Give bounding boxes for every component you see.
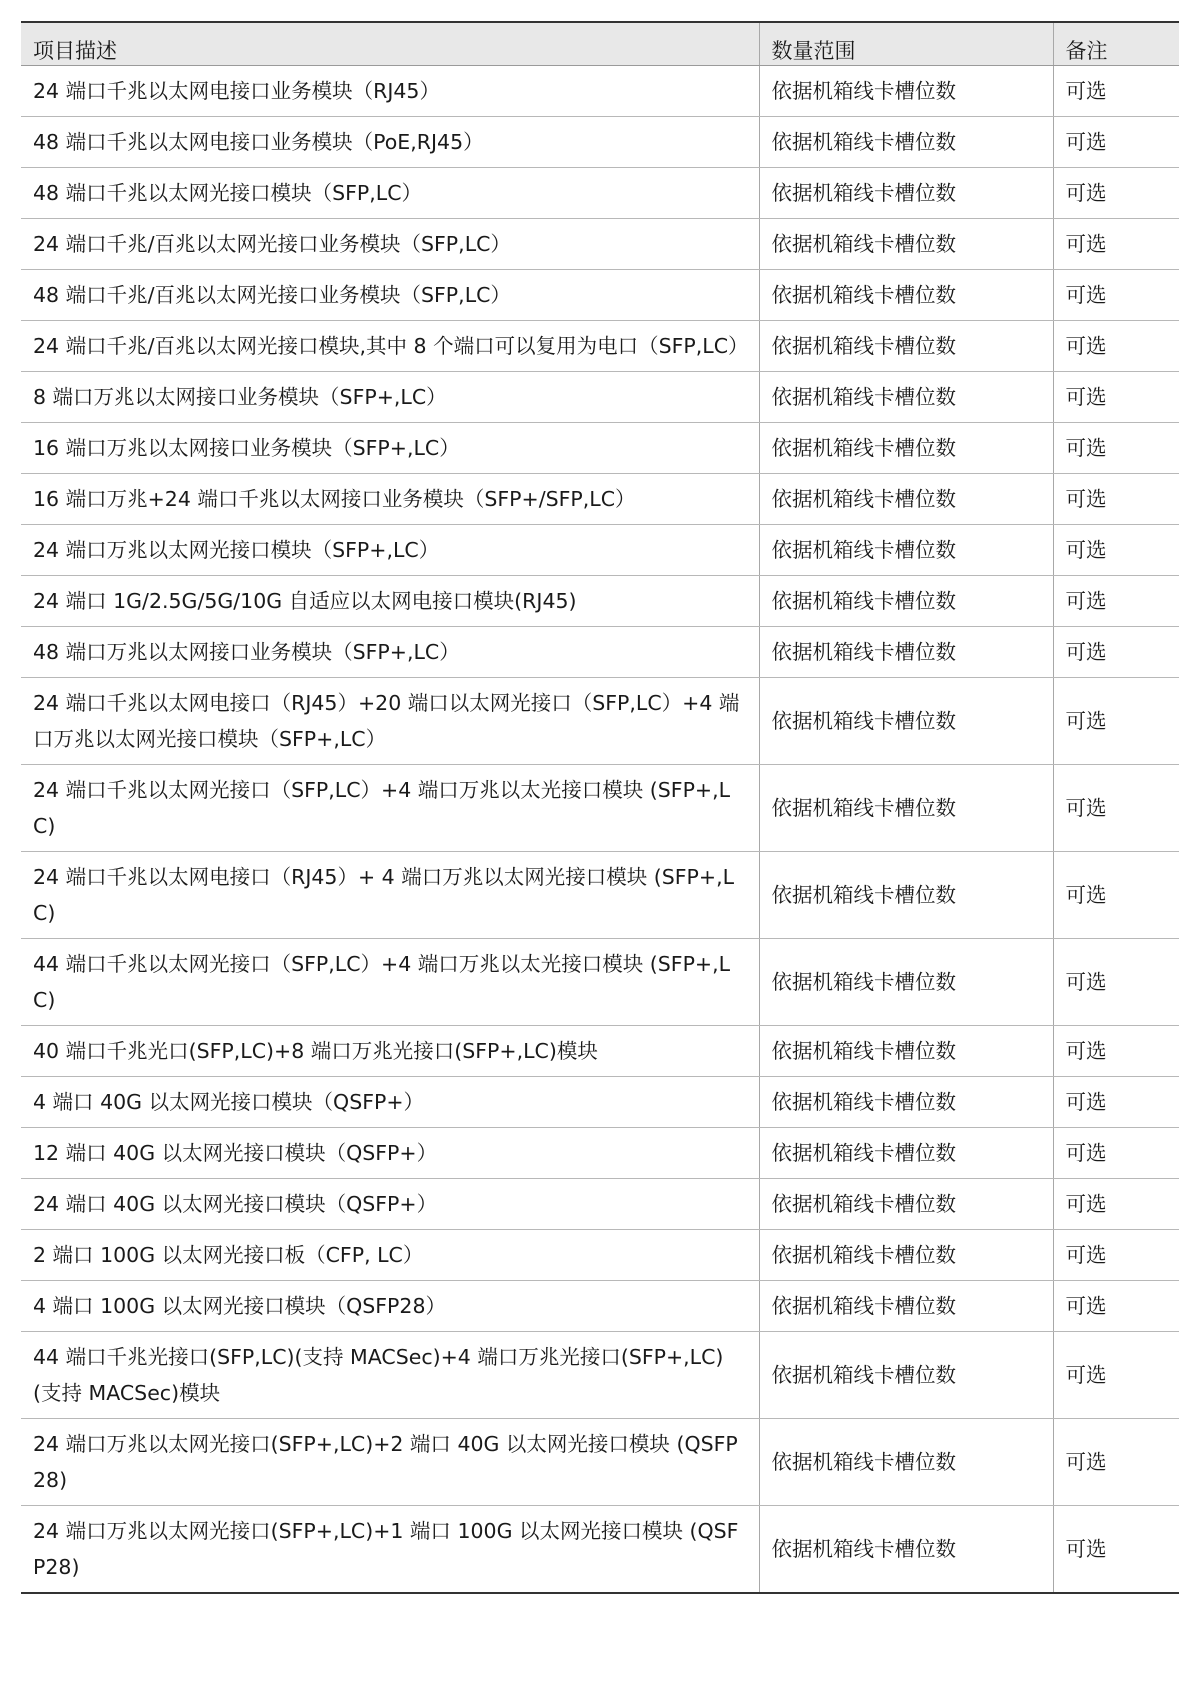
cell-description: 24 端口千兆以太网电接口业务模块（RJ45）	[21, 65, 759, 116]
cell-quantity-range: 依据机箱线卡槽位数	[759, 320, 1053, 371]
table-header	[21, 22, 1179, 65]
header-quantity-range: 数量范围	[759, 22, 1053, 65]
cell-remark: 可选	[1053, 1178, 1179, 1229]
cell-remark: 可选	[1053, 575, 1179, 626]
cell-quantity-range: 依据机箱线卡槽位数	[759, 524, 1053, 575]
cell-description: 4 端口 100G 以太网光接口模块（QSFP28）	[21, 1280, 759, 1331]
table-row	[21, 116, 1179, 167]
cell-description: 24 端口 1G/2.5G/5G/10G 自适应以太网电接口模块(RJ45)	[21, 575, 759, 626]
cell-quantity-range: 依据机箱线卡槽位数	[759, 371, 1053, 422]
table-row	[21, 371, 1179, 422]
cell-description: 24 端口千兆以太网光接口（SFP,LC）+4 端口万兆以太光接口模块 (SFP+,LC)	[21, 764, 759, 851]
cell-remark: 可选	[1053, 320, 1179, 371]
cell-quantity-range: 依据机箱线卡槽位数	[759, 1229, 1053, 1280]
cell-description: 48 端口千兆/百兆以太网光接口业务模块（SFP,LC）	[21, 269, 759, 320]
cell-remark: 可选	[1053, 1076, 1179, 1127]
cell-quantity-range: 依据机箱线卡槽位数	[759, 764, 1053, 851]
table-row	[21, 167, 1179, 218]
cell-quantity-range: 依据机箱线卡槽位数	[759, 1076, 1053, 1127]
table-body	[21, 65, 1179, 1593]
cell-description: 24 端口千兆以太网电接口（RJ45）+20 端口以太网光接口（SFP,LC）+4 端口万兆以太网光接口模块（SFP+,LC）	[21, 677, 759, 764]
cell-remark: 可选	[1053, 167, 1179, 218]
cell-remark: 可选	[1053, 1025, 1179, 1076]
cell-quantity-range: 依据机箱线卡槽位数	[759, 218, 1053, 269]
table-row	[21, 764, 1179, 851]
cell-description: 16 端口万兆以太网接口业务模块（SFP+,LC）	[21, 422, 759, 473]
cell-remark: 可选	[1053, 65, 1179, 116]
cell-remark: 可选	[1053, 1229, 1179, 1280]
table-row	[21, 575, 1179, 626]
header-description: 项目描述	[21, 22, 759, 65]
cell-description: 40 端口千兆光口(SFP,LC)+8 端口万兆光接口(SFP+,LC)模块	[21, 1025, 759, 1076]
cell-remark: 可选	[1053, 269, 1179, 320]
cell-remark: 可选	[1053, 524, 1179, 575]
cell-quantity-range: 依据机箱线卡槽位数	[759, 116, 1053, 167]
cell-description: 48 端口千兆以太网光接口模块（SFP,LC）	[21, 167, 759, 218]
table-row	[21, 473, 1179, 524]
cell-quantity-range: 依据机箱线卡槽位数	[759, 626, 1053, 677]
table-row	[21, 65, 1179, 116]
cell-remark: 可选	[1053, 1505, 1179, 1593]
cell-description: 8 端口万兆以太网接口业务模块（SFP+,LC）	[21, 371, 759, 422]
cell-remark: 可选	[1053, 473, 1179, 524]
cell-remark: 可选	[1053, 1127, 1179, 1178]
table-row	[21, 1127, 1179, 1178]
cell-description: 24 端口 40G 以太网光接口模块（QSFP+）	[21, 1178, 759, 1229]
header-remark: 备注	[1053, 22, 1179, 65]
cell-remark: 可选	[1053, 626, 1179, 677]
cell-quantity-range: 依据机箱线卡槽位数	[759, 1331, 1053, 1418]
cell-description: 24 端口千兆/百兆以太网光接口业务模块（SFP,LC）	[21, 218, 759, 269]
cell-quantity-range: 依据机箱线卡槽位数	[759, 269, 1053, 320]
cell-quantity-range: 依据机箱线卡槽位数	[759, 167, 1053, 218]
cell-quantity-range: 依据机箱线卡槽位数	[759, 473, 1053, 524]
cell-description: 48 端口万兆以太网接口业务模块（SFP+,LC）	[21, 626, 759, 677]
cell-remark: 可选	[1053, 218, 1179, 269]
cell-description: 24 端口万兆以太网光接口模块（SFP+,LC）	[21, 524, 759, 575]
table-row	[21, 1229, 1179, 1280]
table-row	[21, 626, 1179, 677]
cell-quantity-range: 依据机箱线卡槽位数	[759, 1505, 1053, 1593]
table-row	[21, 1331, 1179, 1418]
cell-remark: 可选	[1053, 851, 1179, 938]
cell-description: 24 端口万兆以太网光接口(SFP+,LC)+2 端口 40G 以太网光接口模块 (QSFP28)	[21, 1418, 759, 1505]
table-row	[21, 1418, 1179, 1505]
table-row	[21, 1280, 1179, 1331]
cell-quantity-range: 依据机箱线卡槽位数	[759, 1418, 1053, 1505]
cell-remark: 可选	[1053, 1418, 1179, 1505]
cell-remark: 可选	[1053, 938, 1179, 1025]
cell-description: 44 端口千兆光接口(SFP,LC)(支持 MACSec)+4 端口万兆光接口(SFP+,LC)(支持 MACSec)模块	[21, 1331, 759, 1418]
cell-description: 44 端口千兆以太网光接口（SFP,LC）+4 端口万兆以太光接口模块 (SFP+,LC)	[21, 938, 759, 1025]
cell-remark: 可选	[1053, 1280, 1179, 1331]
cell-quantity-range: 依据机箱线卡槽位数	[759, 575, 1053, 626]
cell-description: 16 端口万兆+24 端口千兆以太网接口业务模块（SFP+/SFP,LC）	[21, 473, 759, 524]
cell-description: 24 端口千兆以太网电接口（RJ45）+ 4 端口万兆以太网光接口模块 (SFP+,LC)	[21, 851, 759, 938]
table-row	[21, 524, 1179, 575]
module-spec-table	[21, 21, 1179, 1594]
cell-remark: 可选	[1053, 677, 1179, 764]
cell-description: 48 端口千兆以太网电接口业务模块（PoE,RJ45）	[21, 116, 759, 167]
cell-description: 4 端口 40G 以太网光接口模块（QSFP+）	[21, 1076, 759, 1127]
cell-remark: 可选	[1053, 1331, 1179, 1418]
table-row	[21, 422, 1179, 473]
cell-description: 24 端口万兆以太网光接口(SFP+,LC)+1 端口 100G 以太网光接口模块 (QSFP28)	[21, 1505, 759, 1593]
cell-quantity-range: 依据机箱线卡槽位数	[759, 1025, 1053, 1076]
cell-remark: 可选	[1053, 371, 1179, 422]
cell-quantity-range: 依据机箱线卡槽位数	[759, 1280, 1053, 1331]
table-row	[21, 1076, 1179, 1127]
cell-quantity-range: 依据机箱线卡槽位数	[759, 677, 1053, 764]
cell-quantity-range: 依据机箱线卡槽位数	[759, 851, 1053, 938]
spec-table-container	[21, 21, 1179, 1594]
table-row	[21, 218, 1179, 269]
cell-quantity-range: 依据机箱线卡槽位数	[759, 1127, 1053, 1178]
table-header-row	[21, 22, 1179, 65]
cell-quantity-range: 依据机箱线卡槽位数	[759, 938, 1053, 1025]
table-row	[21, 269, 1179, 320]
table-row	[21, 677, 1179, 764]
cell-remark: 可选	[1053, 116, 1179, 167]
cell-remark: 可选	[1053, 422, 1179, 473]
cell-quantity-range: 依据机箱线卡槽位数	[759, 1178, 1053, 1229]
cell-description: 12 端口 40G 以太网光接口模块（QSFP+）	[21, 1127, 759, 1178]
cell-quantity-range: 依据机箱线卡槽位数	[759, 422, 1053, 473]
cell-remark: 可选	[1053, 764, 1179, 851]
table-row	[21, 938, 1179, 1025]
table-row	[21, 1025, 1179, 1076]
table-row	[21, 320, 1179, 371]
cell-description: 2 端口 100G 以太网光接口板（CFP, LC）	[21, 1229, 759, 1280]
table-row	[21, 851, 1179, 938]
table-row	[21, 1178, 1179, 1229]
cell-quantity-range: 依据机箱线卡槽位数	[759, 65, 1053, 116]
table-row	[21, 1505, 1179, 1593]
cell-description: 24 端口千兆/百兆以太网光接口模块,其中 8 个端口可以复用为电口（SFP,LC）	[21, 320, 759, 371]
